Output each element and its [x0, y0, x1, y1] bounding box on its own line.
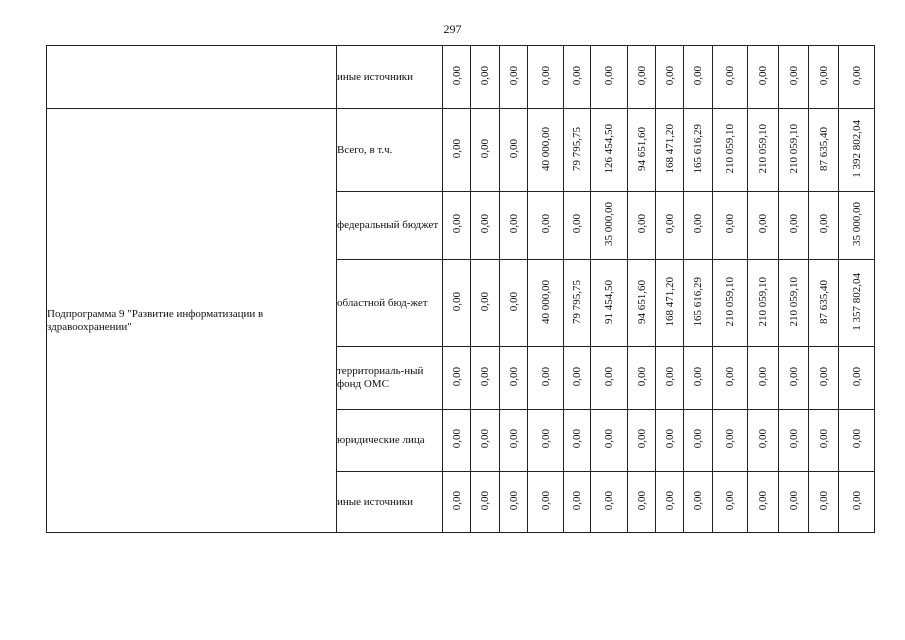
program-cell-empty	[47, 46, 337, 109]
value-cell	[471, 46, 500, 109]
value-text: 0,00	[479, 214, 491, 234]
value-text: 0,00	[603, 65, 615, 86]
value-cell	[684, 347, 713, 410]
value-text: 210 059,10	[724, 123, 736, 174]
value-cell	[656, 347, 684, 410]
value-text: 0,00	[757, 366, 769, 387]
value-cell	[500, 109, 528, 192]
value-text: 0,00	[539, 429, 552, 449]
value-cell	[748, 109, 779, 192]
value-cell	[471, 260, 500, 347]
value-cell	[528, 46, 564, 109]
value-cell	[471, 192, 500, 260]
value-cell	[628, 192, 656, 260]
value-cell	[839, 472, 875, 533]
program-name-cell: Подпрограмма 9 "Развитие информатизации в здравоохранении"	[47, 109, 337, 533]
value-cell	[779, 260, 809, 347]
value-text: 0,00	[450, 138, 463, 159]
value-text: 0,00	[850, 429, 863, 449]
value-cell	[471, 109, 500, 192]
value-text: 168 471,20	[663, 276, 676, 327]
value-text: 0,00	[507, 138, 520, 159]
value-cell	[809, 46, 839, 109]
value-cell	[628, 410, 656, 472]
value-text: 0,00	[817, 65, 830, 86]
value-text: 0,00	[450, 65, 463, 86]
value-text: 0,00	[571, 490, 583, 511]
value-cell	[748, 260, 779, 347]
value-text: 0,00	[692, 366, 704, 387]
value-text: 0,00	[571, 65, 583, 86]
value-cell	[528, 347, 564, 410]
value-text: 0,00	[724, 65, 736, 86]
value-text: 0,00	[817, 429, 830, 449]
value-text: 40 000,00	[539, 279, 552, 324]
value-cell	[500, 347, 528, 410]
funding-source-cell: федеральный бюджет	[337, 192, 443, 260]
value-text: 0,00	[507, 366, 520, 387]
value-cell	[591, 109, 628, 192]
value-cell	[500, 46, 528, 109]
value-cell	[500, 410, 528, 472]
value-cell	[443, 347, 471, 410]
value-text: 0,00	[787, 65, 800, 86]
value-cell	[839, 347, 875, 410]
value-cell	[713, 472, 748, 533]
value-text: 0,00	[692, 490, 704, 511]
value-text: 0,00	[635, 65, 648, 86]
value-text: 0,00	[757, 214, 769, 234]
funding-source-cell: областной бюд-жет	[337, 260, 443, 347]
value-cell	[528, 410, 564, 472]
value-text: 0,00	[507, 214, 520, 234]
table-row	[47, 46, 875, 109]
value-text: 0,00	[817, 366, 830, 387]
value-cell	[839, 109, 875, 192]
value-cell	[713, 46, 748, 109]
value-text: 210 059,10	[787, 123, 800, 174]
value-text: 0,00	[450, 366, 463, 387]
value-text: 0,00	[635, 490, 648, 511]
value-text: 0,00	[787, 366, 800, 387]
value-cell	[564, 109, 591, 192]
value-cell	[471, 347, 500, 410]
value-cell	[443, 472, 471, 533]
value-text: 0,00	[692, 65, 704, 86]
value-text: 0,00	[479, 138, 491, 159]
value-text: 0,00	[817, 214, 830, 234]
value-text: 0,00	[450, 214, 463, 234]
value-text: 0,00	[757, 429, 769, 449]
funding-source-cell: иные источники	[337, 472, 443, 533]
value-text: 0,00	[603, 366, 615, 387]
value-cell	[713, 347, 748, 410]
funding-source-cell: юридические лица	[337, 410, 443, 472]
value-text: 35 000,00	[603, 202, 615, 246]
value-text: 0,00	[850, 65, 863, 86]
funding-source-cell: иные источники	[337, 46, 443, 109]
value-cell	[713, 410, 748, 472]
value-text: 0,00	[507, 291, 520, 312]
value-text: 0,00	[692, 214, 704, 234]
value-cell	[684, 109, 713, 192]
value-text: 87 635,40	[817, 126, 830, 171]
value-text: 0,00	[787, 490, 800, 511]
value-cell	[656, 109, 684, 192]
value-cell	[591, 410, 628, 472]
value-text: 0,00	[539, 214, 552, 234]
value-text: 0,00	[450, 291, 463, 312]
value-text: 0,00	[571, 366, 583, 387]
value-text: 0,00	[787, 214, 800, 234]
value-text: 0,00	[571, 214, 583, 234]
value-cell	[656, 472, 684, 533]
value-text: 165 616,29	[692, 123, 704, 174]
value-text: 91 454,50	[603, 279, 615, 324]
value-text: 0,00	[507, 490, 520, 511]
value-cell	[500, 192, 528, 260]
value-cell	[591, 192, 628, 260]
value-text: 0,00	[757, 65, 769, 86]
value-text: 0,00	[450, 490, 463, 511]
value-text: 0,00	[850, 366, 863, 387]
value-text: 168 471,20	[663, 123, 676, 174]
value-text: 0,00	[663, 429, 676, 449]
value-cell	[684, 260, 713, 347]
value-text: 0,00	[724, 366, 736, 387]
value-cell	[443, 260, 471, 347]
value-text: 0,00	[507, 65, 520, 86]
value-cell	[528, 472, 564, 533]
value-cell	[628, 260, 656, 347]
value-cell	[564, 260, 591, 347]
value-text: 79 795,75	[571, 279, 583, 324]
value-cell	[839, 410, 875, 472]
value-text: 0,00	[724, 429, 736, 449]
value-cell	[591, 260, 628, 347]
value-text: 94 651,60	[635, 279, 648, 324]
value-cell	[500, 472, 528, 533]
value-text: 0,00	[635, 366, 648, 387]
value-text: 0,00	[663, 65, 676, 86]
value-cell	[564, 410, 591, 472]
value-cell	[656, 410, 684, 472]
value-cell	[839, 260, 875, 347]
value-cell	[748, 347, 779, 410]
value-cell	[713, 109, 748, 192]
value-cell	[809, 192, 839, 260]
value-cell	[591, 472, 628, 533]
value-text: 1 357 802,04	[850, 272, 863, 331]
value-cell	[443, 109, 471, 192]
value-text: 0,00	[539, 366, 552, 387]
value-cell	[471, 410, 500, 472]
value-text: 0,00	[479, 291, 491, 312]
value-text: 210 059,10	[724, 276, 736, 327]
value-text: 0,00	[817, 490, 830, 511]
value-text: 0,00	[450, 429, 463, 449]
value-text: 0,00	[571, 429, 583, 449]
value-cell	[564, 347, 591, 410]
value-cell	[528, 260, 564, 347]
value-text: 0,00	[539, 490, 552, 511]
value-text: 0,00	[724, 214, 736, 234]
value-cell	[809, 410, 839, 472]
value-cell	[809, 347, 839, 410]
value-cell	[628, 472, 656, 533]
table-row	[47, 109, 875, 192]
value-text: 0,00	[479, 429, 491, 449]
value-cell	[713, 192, 748, 260]
value-text: 0,00	[757, 490, 769, 511]
value-text: 210 059,10	[757, 123, 769, 174]
value-text: 210 059,10	[787, 276, 800, 327]
value-cell	[779, 109, 809, 192]
value-text: 94 651,60	[635, 126, 648, 171]
value-cell	[839, 192, 875, 260]
value-text: 0,00	[663, 214, 676, 234]
value-cell	[779, 410, 809, 472]
value-cell	[471, 472, 500, 533]
value-cell	[684, 192, 713, 260]
page-number: 297	[443, 22, 462, 36]
value-cell	[564, 46, 591, 109]
value-text: 0,00	[850, 490, 863, 511]
value-cell	[443, 410, 471, 472]
value-text: 79 795,75	[571, 126, 583, 171]
value-text: 165 616,29	[692, 276, 704, 327]
funding-source-cell: территориаль-ный фонд ОМС	[337, 347, 443, 410]
value-cell	[809, 472, 839, 533]
value-cell	[564, 472, 591, 533]
value-cell	[684, 46, 713, 109]
value-text: 0,00	[663, 366, 676, 387]
value-cell	[748, 46, 779, 109]
value-cell	[628, 109, 656, 192]
value-text: 0,00	[479, 65, 491, 86]
funding-source-cell: Всего, в т.ч.	[337, 109, 443, 192]
value-cell	[591, 46, 628, 109]
value-text: 0,00	[479, 490, 491, 511]
value-cell	[684, 410, 713, 472]
value-text: 0,00	[479, 366, 491, 387]
value-text: 35 000,00	[850, 202, 863, 246]
value-text: 0,00	[724, 490, 736, 511]
value-text: 126 454,50	[603, 123, 615, 174]
value-text: 0,00	[507, 429, 520, 449]
value-cell	[713, 260, 748, 347]
value-text: 0,00	[603, 490, 615, 511]
value-text: 0,00	[603, 429, 615, 449]
value-cell	[528, 109, 564, 192]
value-cell	[779, 192, 809, 260]
value-cell	[748, 192, 779, 260]
value-cell	[684, 472, 713, 533]
value-cell	[656, 192, 684, 260]
value-cell	[748, 472, 779, 533]
value-cell	[809, 109, 839, 192]
value-text: 0,00	[539, 65, 552, 86]
value-cell	[656, 46, 684, 109]
value-cell	[748, 410, 779, 472]
value-text: 0,00	[692, 429, 704, 449]
value-cell	[628, 46, 656, 109]
value-cell	[564, 192, 591, 260]
value-text: 40 000,00	[539, 126, 552, 171]
value-text: 0,00	[635, 429, 648, 449]
value-cell	[656, 260, 684, 347]
value-cell	[500, 260, 528, 347]
value-text: 0,00	[663, 490, 676, 511]
value-cell	[779, 472, 809, 533]
value-text: 210 059,10	[757, 276, 769, 327]
value-cell	[779, 347, 809, 410]
value-cell	[628, 347, 656, 410]
value-cell	[809, 260, 839, 347]
value-cell	[591, 347, 628, 410]
value-text: 1 392 802,04	[850, 119, 863, 178]
budget-table	[46, 45, 875, 533]
value-text: 0,00	[635, 214, 648, 234]
value-text: 87 635,40	[817, 279, 830, 324]
value-text: 0,00	[787, 429, 800, 449]
value-cell	[443, 192, 471, 260]
value-cell	[443, 46, 471, 109]
value-cell	[779, 46, 809, 109]
value-cell	[528, 192, 564, 260]
value-cell	[839, 46, 875, 109]
